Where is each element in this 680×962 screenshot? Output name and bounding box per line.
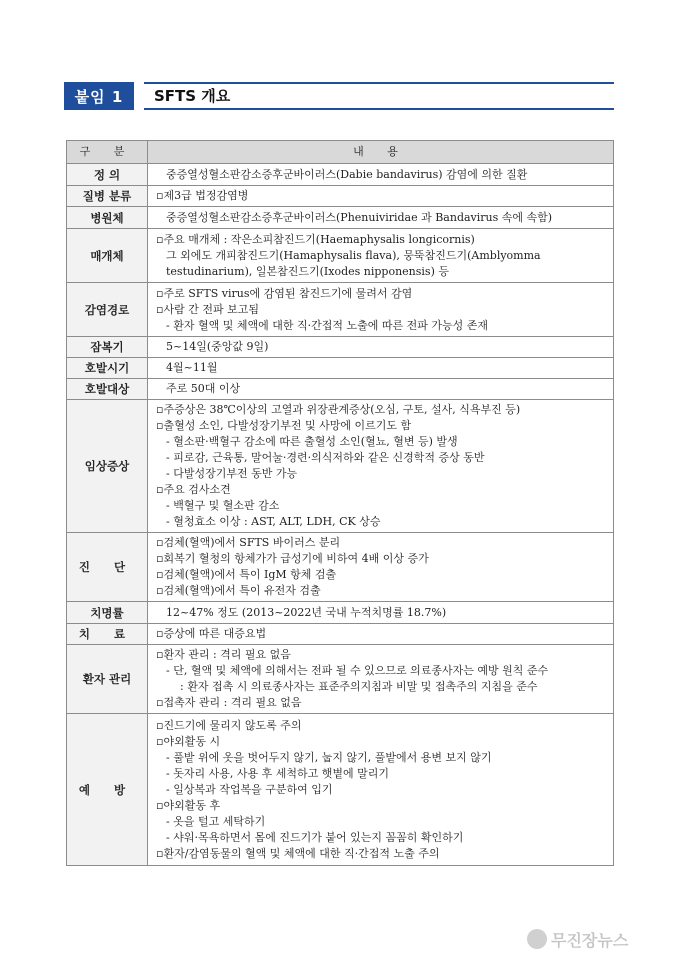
content-line: : 환자 접촉 시 의료종사자는 표준주의지침과 비말 및 접촉주의 지침을 준수 (180, 680, 538, 693)
row-content (148, 358, 614, 379)
row-content (148, 207, 614, 229)
row-label: 질병 분류 (67, 186, 148, 207)
row-content (148, 379, 614, 400)
watermark-text: 무진장뉴스 (551, 930, 629, 950)
watermark (527, 922, 675, 956)
table-row (67, 645, 614, 714)
content-line: ▫야외활동 시 (156, 734, 221, 748)
row-label: 임상증상 (67, 400, 148, 533)
content-line: 주로 50대 이상 (166, 382, 241, 395)
table-row (67, 164, 614, 186)
content-line: ▫증상에 따른 대증요법 (156, 627, 267, 640)
row-label: 예 방 (67, 714, 148, 866)
row-label: 매개체 (67, 229, 148, 283)
content-line: 중증열성혈소판감소증후군바이러스(Dabie bandavirus) 감염에 의한 질환 (166, 167, 528, 181)
content-line: testudinarium), 일본참진드기(Ixodes nipponensis) 등 (166, 264, 449, 278)
row-label: 정 의 (67, 164, 148, 186)
content-line: ▫환자/감염동물의 혈액 및 체액에 대한 직·간접적 노출 주의 (156, 846, 440, 860)
row-label: 병원체 (67, 207, 148, 229)
content-line: ▫주증상은 38℃이상의 고열과 위장관계증상(오심, 구토, 설사, 식욕부진 등) (156, 403, 521, 416)
row-content (148, 186, 614, 207)
content-line: - 일상복과 작업복을 구분하여 입기 (166, 782, 333, 796)
row-content (148, 164, 614, 186)
content-line: - 혈청효소 이상 : AST, ALT, LDH, CK 상승 (166, 515, 381, 528)
row-content (148, 229, 614, 283)
table-row (67, 400, 614, 533)
content-line: 그 외에도 개피참진드기(Hamaphysalis flava), 뭉뚝참진드기(Amblyomma (166, 248, 541, 262)
section-header (64, 82, 614, 110)
table-row (67, 379, 614, 400)
row-label: 호발시기 (67, 358, 148, 379)
watermark-logo-icon (527, 929, 547, 949)
sfts-overview-table (66, 140, 614, 866)
content-line: ▫출혈성 소인, 다발성장기부전 및 사망에 이르기도 함 (156, 419, 412, 432)
row-content (148, 602, 614, 624)
table-header-row (67, 141, 614, 164)
row-content (148, 400, 614, 533)
content-line: - 풀밭 위에 옷을 벗어두지 않기, 눕지 않기, 풀밭에서 용변 보지 않기 (166, 750, 492, 764)
content-line: - 혈소판·백혈구 감소에 따른 출혈성 소인(혈뇨, 혈변 등) 발생 (166, 435, 458, 448)
row-label: 진 단 (67, 533, 148, 602)
row-content (148, 283, 614, 337)
content-line: ▫사람 간 전파 보고됨 (156, 302, 259, 316)
table-row (67, 186, 614, 207)
content-line: - 샤워·목욕하면서 몸에 진드기가 붙어 있는지 꼼꼼히 확인하기 (166, 830, 464, 844)
content-line: ▫제3급 법정감염병 (156, 189, 249, 202)
table-row (67, 358, 614, 379)
content-line: 4월~11월 (166, 361, 218, 374)
column-header-content: 내 용 (148, 141, 614, 164)
content-line: ▫검체(혈액)에서 특이 유전자 검출 (156, 584, 321, 597)
table-row (67, 337, 614, 358)
content-line: - 옷을 털고 세탁하기 (166, 814, 266, 828)
content-line: ▫접촉자 관리 : 격리 필요 없음 (156, 696, 302, 709)
table-row (67, 533, 614, 602)
row-label: 감염경로 (67, 283, 148, 337)
content-line: ▫검체(혈액)에서 특이 IgM 항체 검출 (156, 568, 337, 581)
content-line: - 피로감, 근육통, 말어눌·경련·의식저하와 같은 신경학적 증상 동반 (166, 451, 485, 464)
row-content (148, 645, 614, 714)
content-line: ▫주요 매개체 : 작은소피참진드기(Haemaphysalis longicornis) (156, 232, 475, 246)
row-label: 환자 관리 (67, 645, 148, 714)
row-label: 잠복기 (67, 337, 148, 358)
content-line: - 백혈구 및 혈소판 감소 (166, 499, 280, 512)
content-line: ▫주로 SFTS virus에 감염된 참진드기에 물려서 감염 (156, 286, 413, 300)
row-content (148, 624, 614, 645)
content-line: - 돗자리 사용, 사용 후 세척하고 햇볕에 말리기 (166, 766, 389, 780)
section-title: SFTS 개요 (154, 87, 231, 105)
table-row (67, 229, 614, 283)
table-row (67, 602, 614, 624)
attachment-badge: 붙임 1 (64, 82, 134, 110)
row-label: 호발대상 (67, 379, 148, 400)
content-line: ▫검체(혈액)에서 SFTS 바이러스 분리 (156, 536, 341, 549)
column-header-category: 구 분 (67, 141, 148, 164)
row-content (148, 714, 614, 866)
content-line: - 단, 혈액 및 체액에 의해서는 전파 될 수 있으므로 의료종사자는 예방 원칙 준수 (166, 664, 549, 677)
content-line: ▫환자 관리 : 격리 필요 없음 (156, 648, 291, 661)
content-line: 12~47% 정도 (2013~2022년 국내 누적치명률 18.7%) (166, 605, 447, 619)
table-row (67, 207, 614, 229)
content-line: ▫회복기 혈청의 항체가가 급성기에 비하여 4배 이상 증가 (156, 552, 429, 565)
row-label: 치명률 (67, 602, 148, 624)
content-line: 중증열성혈소판감소증후군바이러스(Phenuiviridae 과 Bandavirus 속에 속함) (166, 210, 553, 224)
content-line: 5~14일(중앙값 9일) (166, 340, 269, 353)
content-line: ▫야외활동 후 (156, 798, 221, 812)
header-bottom-rule (144, 108, 614, 110)
content-line: - 다발성장기부전 동반 가능 (166, 467, 298, 480)
content-line: ▫주요 검사소견 (156, 483, 231, 496)
row-content (148, 533, 614, 602)
content-line: - 환자 혈액 및 체액에 대한 직·간접적 노출에 따른 전파 가능성 존재 (166, 318, 488, 332)
table-row (67, 283, 614, 337)
row-content (148, 337, 614, 358)
row-label: 치 료 (67, 624, 148, 645)
table-row (67, 714, 614, 866)
table-row (67, 624, 614, 645)
content-line: ▫진드기에 물리지 않도록 주의 (156, 718, 302, 732)
